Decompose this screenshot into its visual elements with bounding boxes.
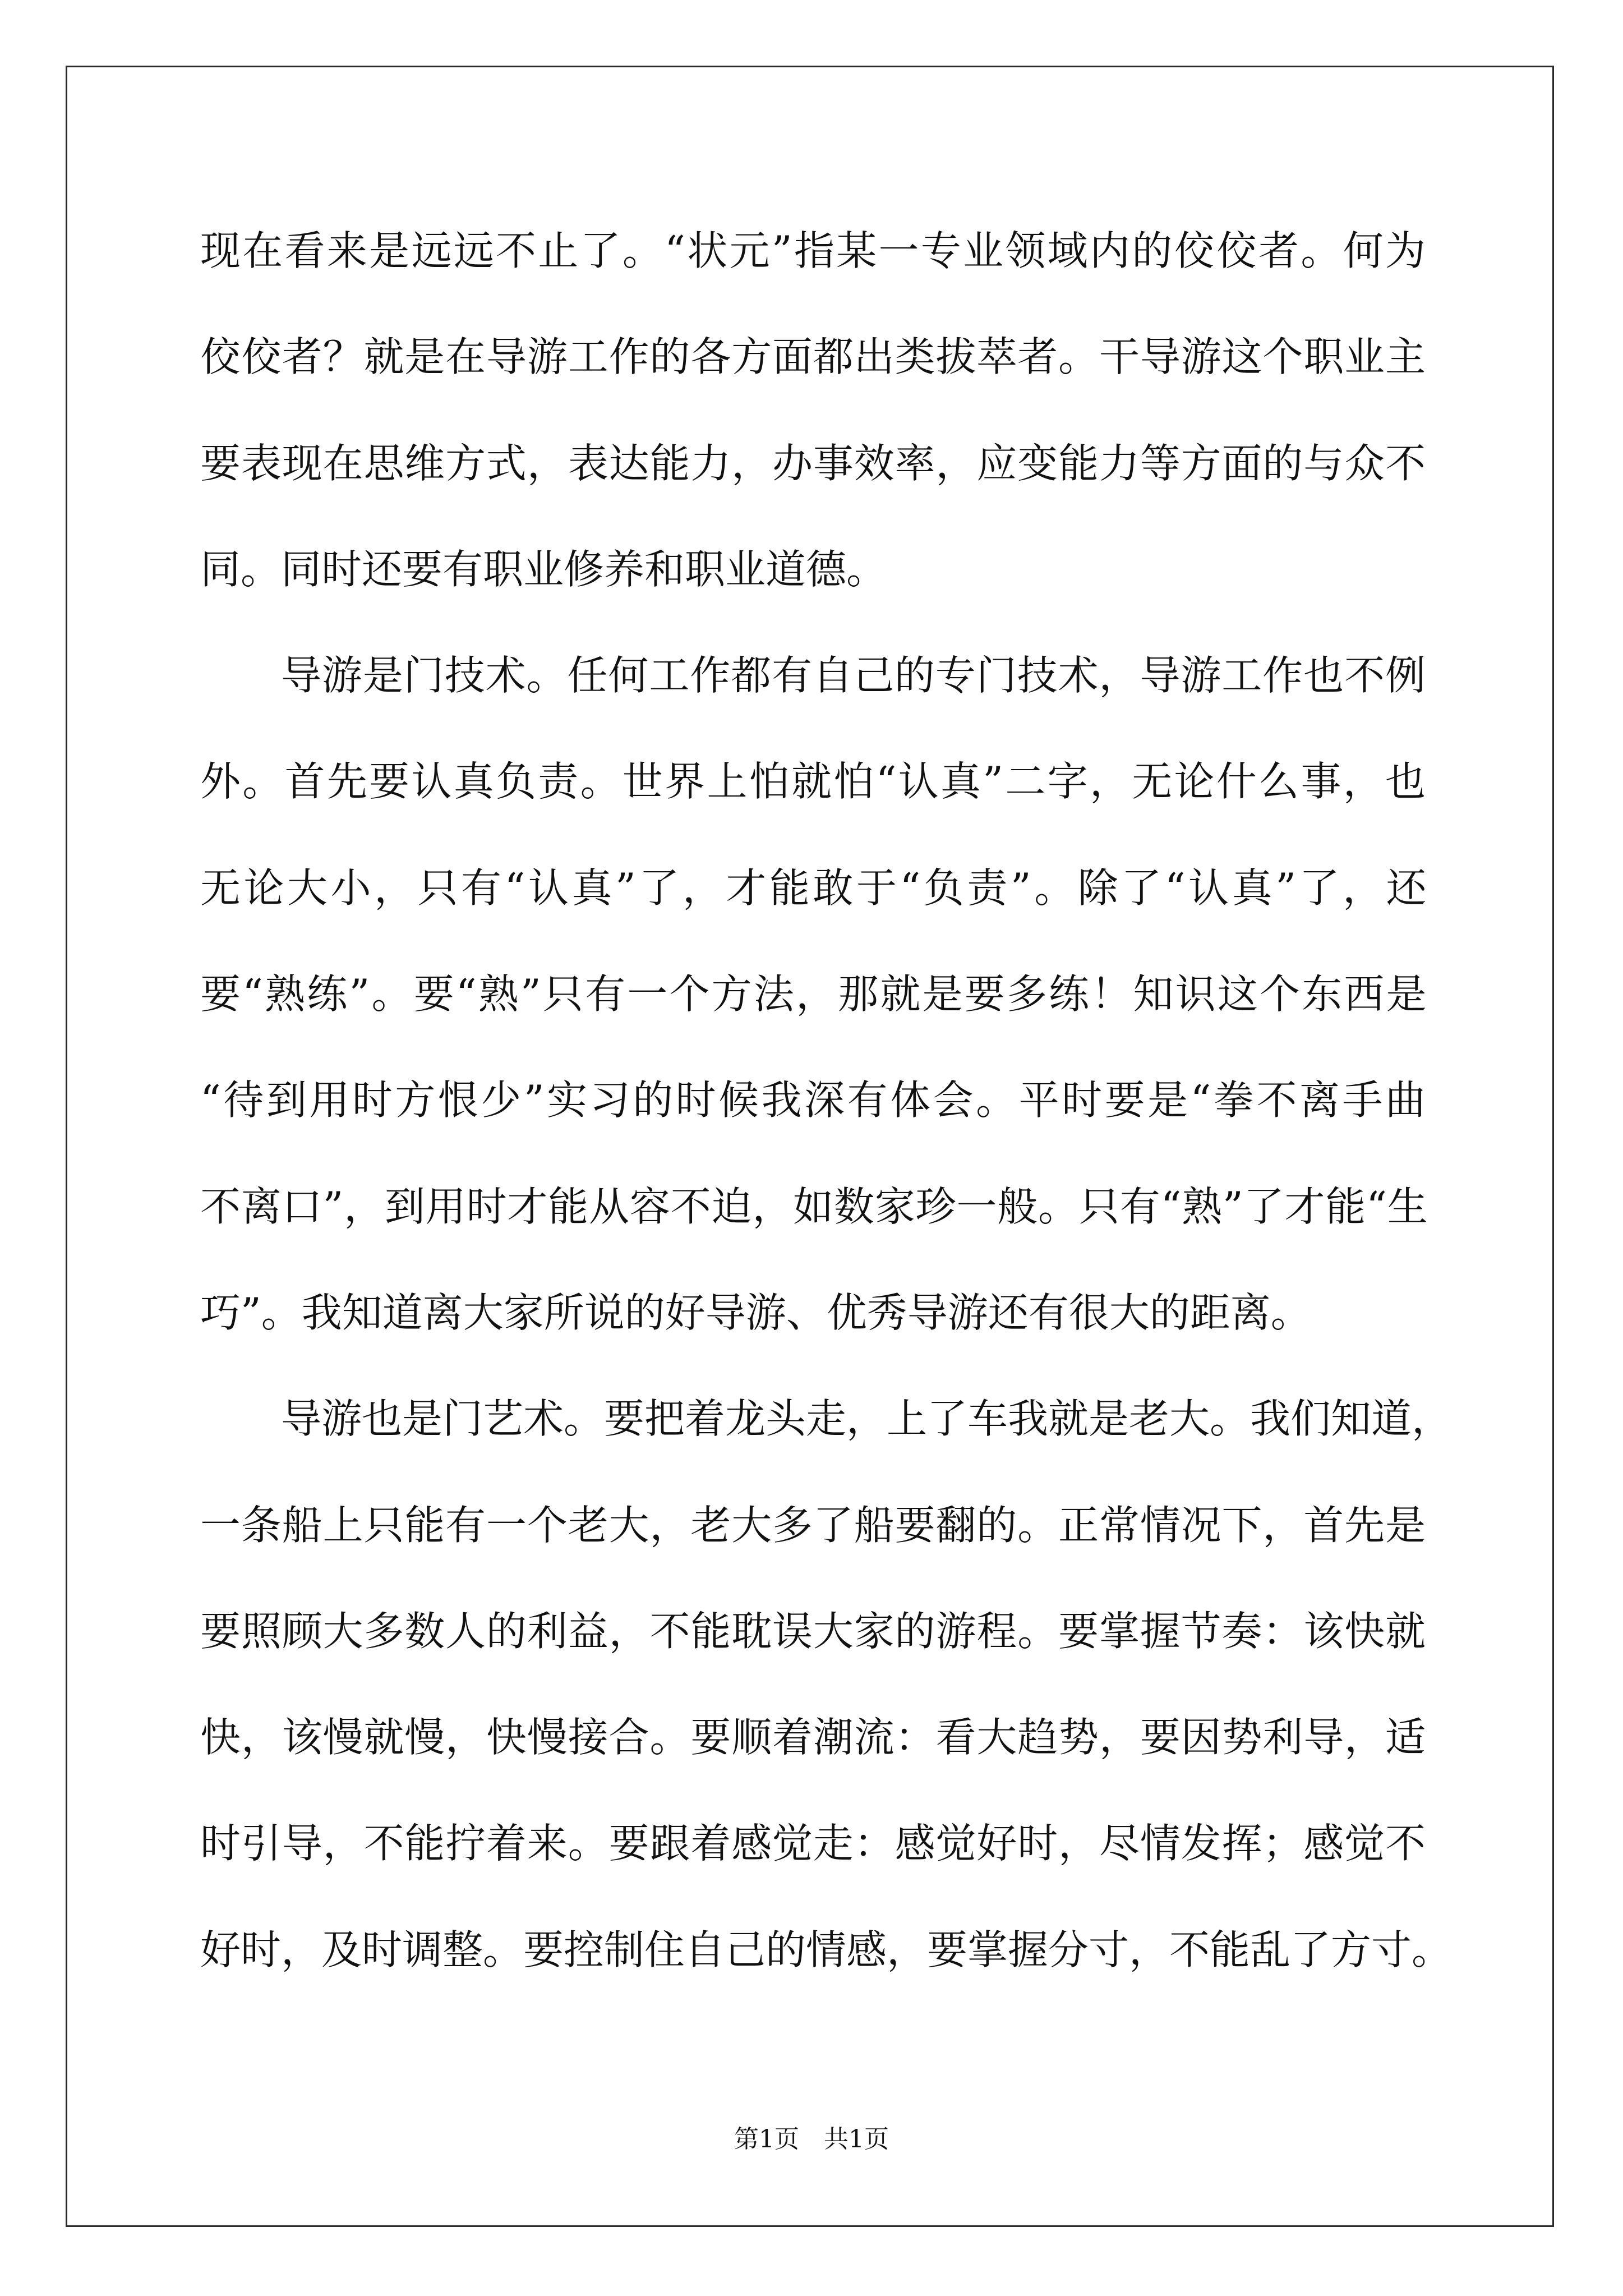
text-line: 好时，及时调整。要控制住自己的情感，要掌握分寸，不能乱了方寸。 bbox=[200, 1926, 1453, 1973]
text-line: 要“熟练”。要“熟”只有一个方法，那就是要多练！知识这个东西是 bbox=[200, 970, 1426, 1018]
paragraph bbox=[200, 623, 1426, 1366]
page-footer: 第1页 共1页 bbox=[734, 2125, 889, 2154]
text-line: 外。首先要认真负责。世界上怕就怕“认真”二字，无论什么事，也 bbox=[200, 758, 1426, 806]
text-line: 无论大小，只有“认真”了，才能敢于“负责”。除了“认真”了，还 bbox=[200, 864, 1426, 912]
text-line: 一条船上只能有一个老大，老大多了船要翻的。正常情况下，首先是 bbox=[200, 1501, 1426, 1549]
text-line: 不离口”，到用时才能从容不迫，如数家珍一般。只有“熟”了才能“生 bbox=[200, 1182, 1426, 1230]
text-line: 导游也是门艺术。要把着龙头走，上了车我就是老大。我们知道， bbox=[281, 1395, 1453, 1443]
text-line: 要照顾大多数人的利益，不能耽误大家的游程。要掌握节奏：该快就 bbox=[200, 1607, 1426, 1655]
text-line: 佼佼者？就是在导游工作的各方面都出类拔萃者。干导游这个职业主 bbox=[200, 333, 1426, 381]
text-line: 同。同时还要有职业修养和职业道德。 bbox=[200, 545, 887, 593]
text-line: 要表现在思维方式，表达能力，办事效率，应变能力等方面的与众不 bbox=[200, 439, 1426, 487]
text-line: 时引导，不能拧着来。要跟着感觉走：感觉好时，尽情发挥；感觉不 bbox=[200, 1820, 1426, 1867]
text-line: 巧”。我知道离大家所说的好导游、优秀导游还有很大的距离。 bbox=[200, 1289, 1311, 1336]
text-line: 导游是门技术。任何工作都有自己的专门技术，导游工作也不例 bbox=[281, 652, 1426, 700]
text-line: 现在看来是远远不止了。“状元”指某一专业领域内的佼佼者。何为 bbox=[200, 227, 1426, 274]
text-line: “待到用时方恨少”实习的时候我深有体会。平时要是“拳不离手曲 bbox=[200, 1076, 1426, 1124]
paragraph bbox=[200, 1366, 1453, 2003]
paragraph bbox=[200, 198, 1426, 623]
document-body bbox=[200, 198, 1453, 2003]
text-line: 快，该慢就慢，快慢接合。要顺着潮流：看大趋势，要因势利导，适 bbox=[200, 1714, 1426, 1761]
